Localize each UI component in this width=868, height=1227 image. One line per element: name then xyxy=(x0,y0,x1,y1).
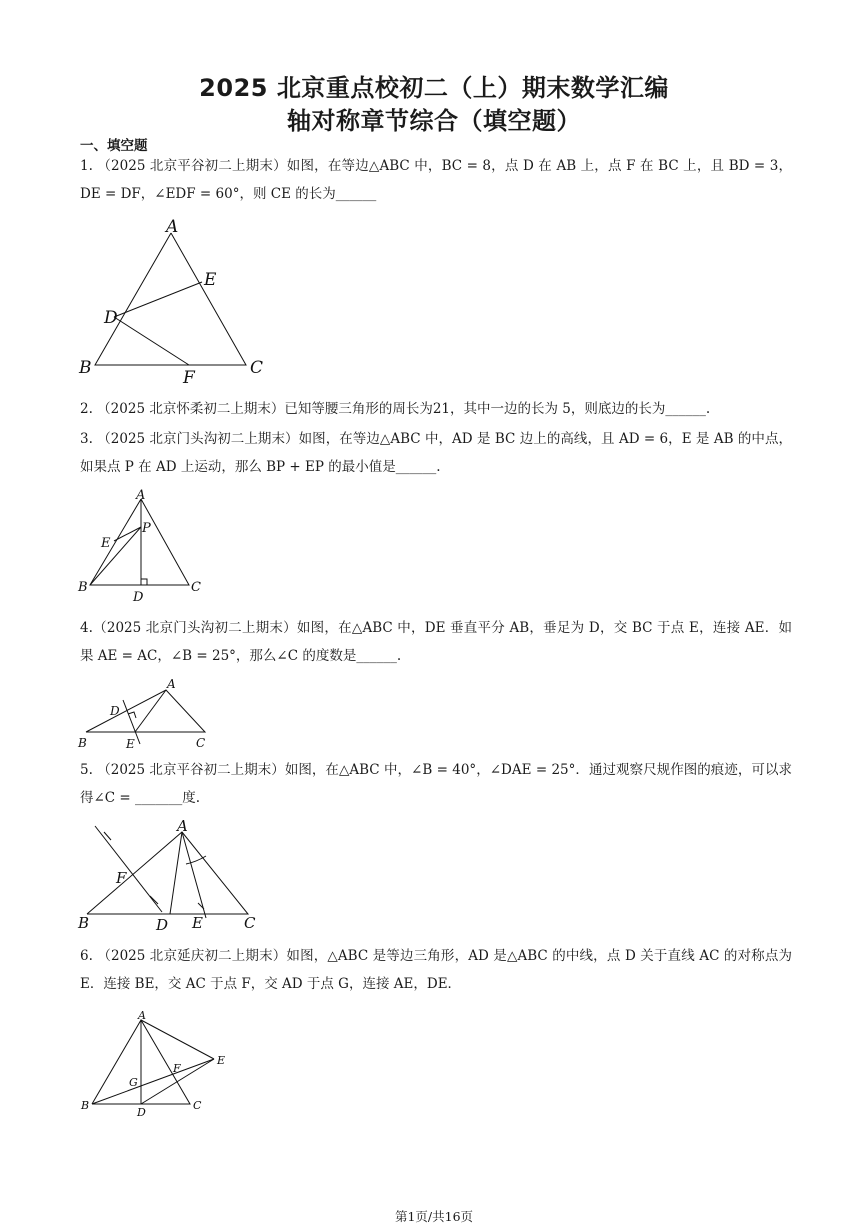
q1-label-b: B xyxy=(79,358,92,378)
q5-label-c: C xyxy=(244,914,256,932)
q4-label-e: E xyxy=(126,737,135,751)
q5-label-d: D xyxy=(156,916,169,934)
q1-label-d: D xyxy=(104,308,118,328)
question-3-figure xyxy=(78,487,208,605)
question-2-text: 2. （2025 北京怀柔初二上期末）已知等腰三角形的周长为21，其中一边的长为 5，则底边的长为______. xyxy=(80,401,711,417)
q3-label-a: A xyxy=(136,488,146,503)
page-number: 第1页/共16页 xyxy=(394,1209,474,1224)
question-6-text: 6. （2025 北京延庆初二上期末）如图，△ABC 是等边三角形，AD 是△ABC 的中线，点 D 关于直线 AC 的对称点为 E．连接 BE，交 AC 于点 F，交 AD 于点 G，连接 AE，DE． xyxy=(80,948,792,992)
q6-label-c: C xyxy=(193,1099,202,1112)
q3-label-c: C xyxy=(191,580,201,595)
page-title: 2025 北京重点校初二（上）期末数学汇编 xyxy=(199,74,669,102)
q4-label-d: D xyxy=(110,704,120,718)
q4-label-a: A xyxy=(167,677,176,691)
q6-label-e: E xyxy=(217,1054,226,1067)
section-heading: 一、填空题 xyxy=(80,138,148,154)
question-1-figure xyxy=(78,215,273,390)
q6-label-f: F xyxy=(173,1062,181,1075)
q1-label-c: C xyxy=(250,358,264,378)
q1-label-e: E xyxy=(204,270,217,290)
q5-label-f: F xyxy=(116,869,127,887)
q4-label-c: C xyxy=(196,736,206,750)
q6-label-d: D xyxy=(137,1106,146,1119)
q3-label-d: D xyxy=(133,590,144,605)
q3-label-b: B xyxy=(78,580,88,595)
q6-label-a: A xyxy=(138,1009,146,1022)
question-4-figure xyxy=(78,676,218,754)
q4-label-b: B xyxy=(78,736,87,750)
question-3-text: 3. （2025 北京门头沟初二上期末）如图，在等边△ABC 中，AD 是 BC 边上的高线，且 AD = 6，E 是 AB 的中点，如果点 P 在 AD 上运动，那么 BP + EP 的最小值是______. xyxy=(80,431,792,475)
question-1-text: 1. （2025 北京平谷初二上期末）如图，在等边△ABC 中，BC = 8，点 D 在 AB 上，点 F 在 BC 上，且 BD = 3，DE = DF，∠EDF = 60°，则 CE 的长为______ xyxy=(80,158,792,202)
q6-label-g: G xyxy=(129,1076,138,1089)
q5-label-a: A xyxy=(177,817,188,835)
question-4-text: 4.（2025 北京门头沟初二上期末）如图，在△ABC 中，DE 垂直平分 AB，垂足为 D，交 BC 于点 E，连接 AE．如果 AE = AC，∠B = 25°，那么∠C 的度数是______. xyxy=(80,620,792,664)
q3-label-p: P xyxy=(142,521,151,536)
question-5-figure xyxy=(78,818,268,936)
q3-label-e: E xyxy=(101,536,111,551)
q1-label-a: A xyxy=(166,217,179,237)
q6-label-b: B xyxy=(81,1099,90,1112)
q5-label-e: E xyxy=(192,914,203,932)
question-5-text: 5. （2025 北京平谷初二上期末）如图，在△ABC 中，∠B = 40°，∠DAE = 25°．通过观察尺规作图的痕迹，可以求得∠C = _______度. xyxy=(80,762,792,806)
q1-label-f: F xyxy=(183,368,195,388)
question-6-figure xyxy=(78,1008,238,1123)
page-subtitle: 轴对称章节综合（填空题） xyxy=(287,107,581,135)
q5-label-b: B xyxy=(78,914,90,932)
